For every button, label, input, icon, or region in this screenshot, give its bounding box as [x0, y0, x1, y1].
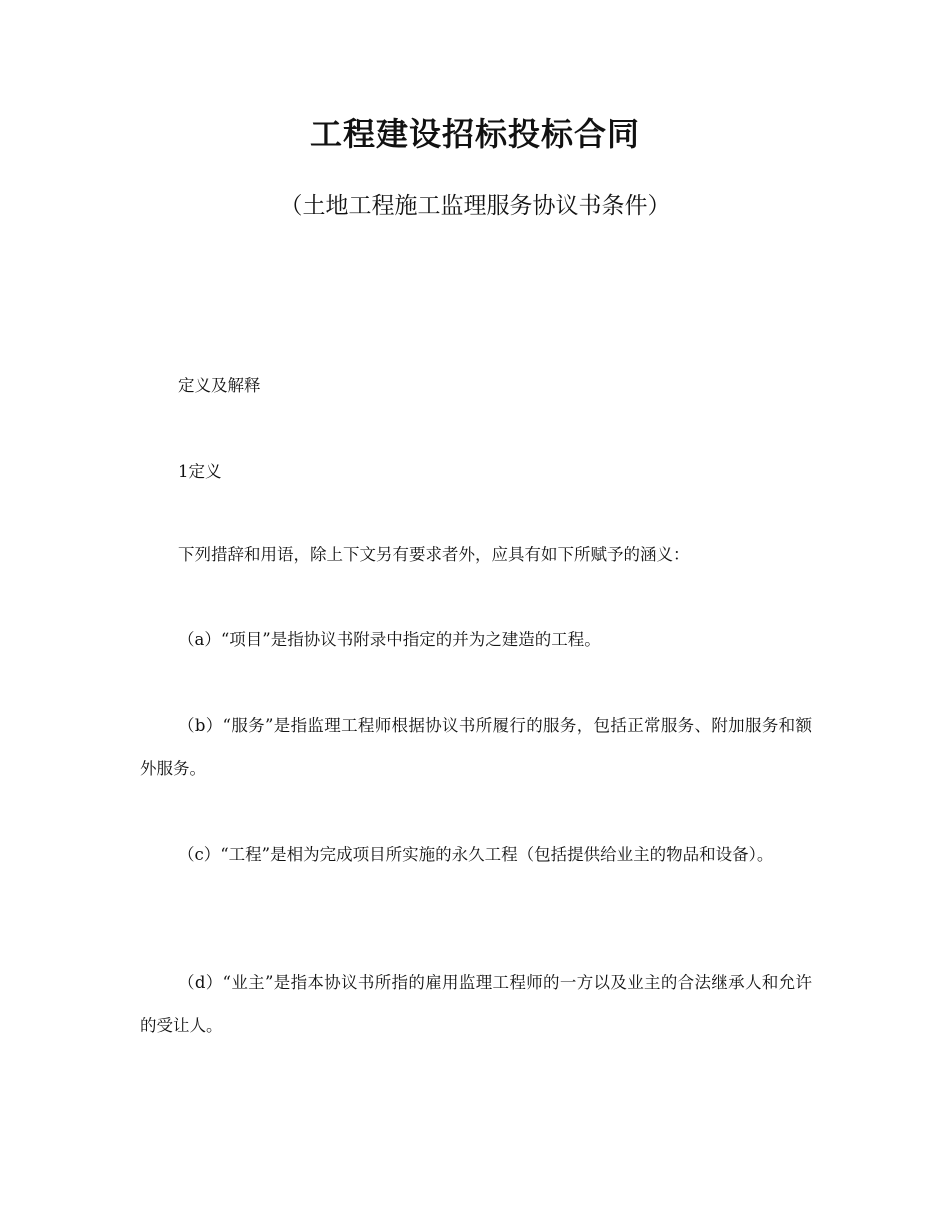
section-heading-definitions: 定义及解释: [178, 376, 261, 395]
definition-a: （a）“项目”是指协议书附录中指定的并为之建造的工程。: [178, 630, 601, 649]
document-title: 工程建设招标投标合同: [309, 115, 640, 153]
document-subtitle: （土地工程施工监理服务协议书条件）: [279, 193, 671, 219]
paragraph-intro: 下列措辞和用语，除上下文另有要求者外，应具有如下所赋予的涵义：: [178, 545, 690, 564]
clause-heading-1: 1定义: [178, 462, 222, 481]
definition-b: （b）“服务”是指监理工程师根据协议书所履行的服务，包括正常服务、附加服务和额外服务。: [140, 716, 812, 778]
definition-c: （c）“工程”是相为完成项目所实施的永久工程（包括提供给业主的物品和设备）。: [178, 845, 774, 864]
definition-d: （d）“业主”是指本协议书所指的雇用监理工程师的一方以及业主的合法继承人和允许的受让人。: [140, 973, 812, 1035]
